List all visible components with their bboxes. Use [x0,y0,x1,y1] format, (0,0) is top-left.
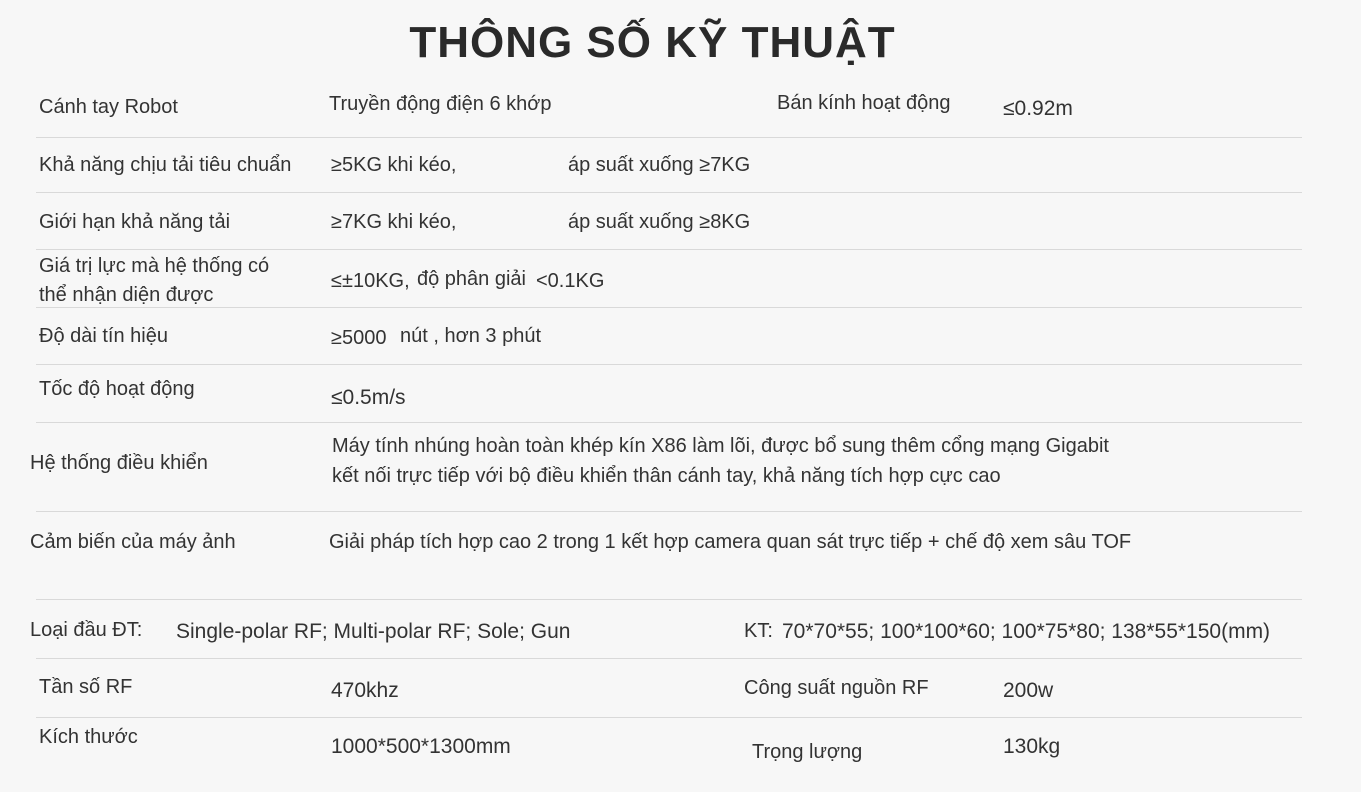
rf-power-label: Công suất nguồn RF [744,677,929,699]
size-label: Kích thước [39,726,138,748]
divider [36,249,1302,250]
arm-value: Truyền động điện 6 khớp [329,93,552,115]
signal-label: Độ dài tín hiệu [39,325,168,347]
divider [36,307,1302,308]
divider [36,137,1302,138]
camera-value: Giải pháp tích hợp cao 2 trong 1 kết hợp camera quan sát trực tiếp + chế độ xem sâu TOF [329,531,1132,553]
divider [36,511,1302,512]
rf-power-value: 200w [1003,679,1054,702]
page-title: THÔNG SỐ KỸ THUẬT [409,18,896,67]
weight-label: Trọng lượng [752,741,863,763]
weight-value: 130kg [1003,735,1061,758]
divider [36,364,1302,365]
force-resolution-label: độ phân giải [417,268,526,290]
force-resolution-value: <0.1KG [536,270,605,292]
camera-label: Cảm biến của máy ảnh [30,531,236,553]
force-label-line1: Giá trị lực mà hệ thống có [39,255,270,277]
load-std-pull: ≥5KG khi kéo, [331,154,457,176]
signal-count: ≥5000 [331,327,387,349]
reach-value: ≤0.92m [1003,97,1073,120]
rf-frequency-value: 470khz [331,679,399,702]
load-max-press: áp suất xuống ≥8KG [568,211,751,233]
divider [36,717,1302,718]
arm-label: Cánh tay Robot [39,96,178,118]
probe-size-label: KT: [744,620,773,642]
divider [36,422,1302,423]
load-std-press: áp suất xuống ≥7KG [568,154,751,176]
probe-size-value: 70*70*55; 100*100*60; 100*75*80; 138*55*150(mm) [782,620,1271,643]
divider [36,658,1302,659]
divider [36,192,1302,193]
force-label-line2: thể nhận diện được [39,284,214,306]
probe-label: Loại đầu ĐT: [30,619,143,641]
divider [36,599,1302,600]
load-max-pull: ≥7KG khi kéo, [331,211,457,233]
speed-value: ≤0.5m/s [331,386,406,409]
load-max-label: Giới hạn khả năng tải [39,211,231,233]
control-value-line2: kết nối trực tiếp với bộ điều khiển thân cánh tay, khả năng tích hợp cực cao [332,465,1001,487]
control-label: Hệ thống điều khiển [30,452,208,474]
load-std-label: Khả năng chịu tải tiêu chuẩn [39,154,292,176]
probe-value: Single-polar RF; Multi-polar RF; Sole; Gun [176,620,571,643]
signal-duration: nút , hơn 3 phút [400,325,541,347]
rf-frequency-label: Tần số RF [39,676,133,698]
size-value: 1000*500*1300mm [331,735,511,758]
reach-label: Bán kính hoạt động [777,92,951,114]
control-value-line1: Máy tính nhúng hoàn toàn khép kín X86 làm lõi, được bổ sung thêm cổng mạng Gigabit [332,435,1109,457]
force-range: ≤±10KG, [331,270,410,292]
speed-label: Tốc độ hoạt động [39,378,195,400]
